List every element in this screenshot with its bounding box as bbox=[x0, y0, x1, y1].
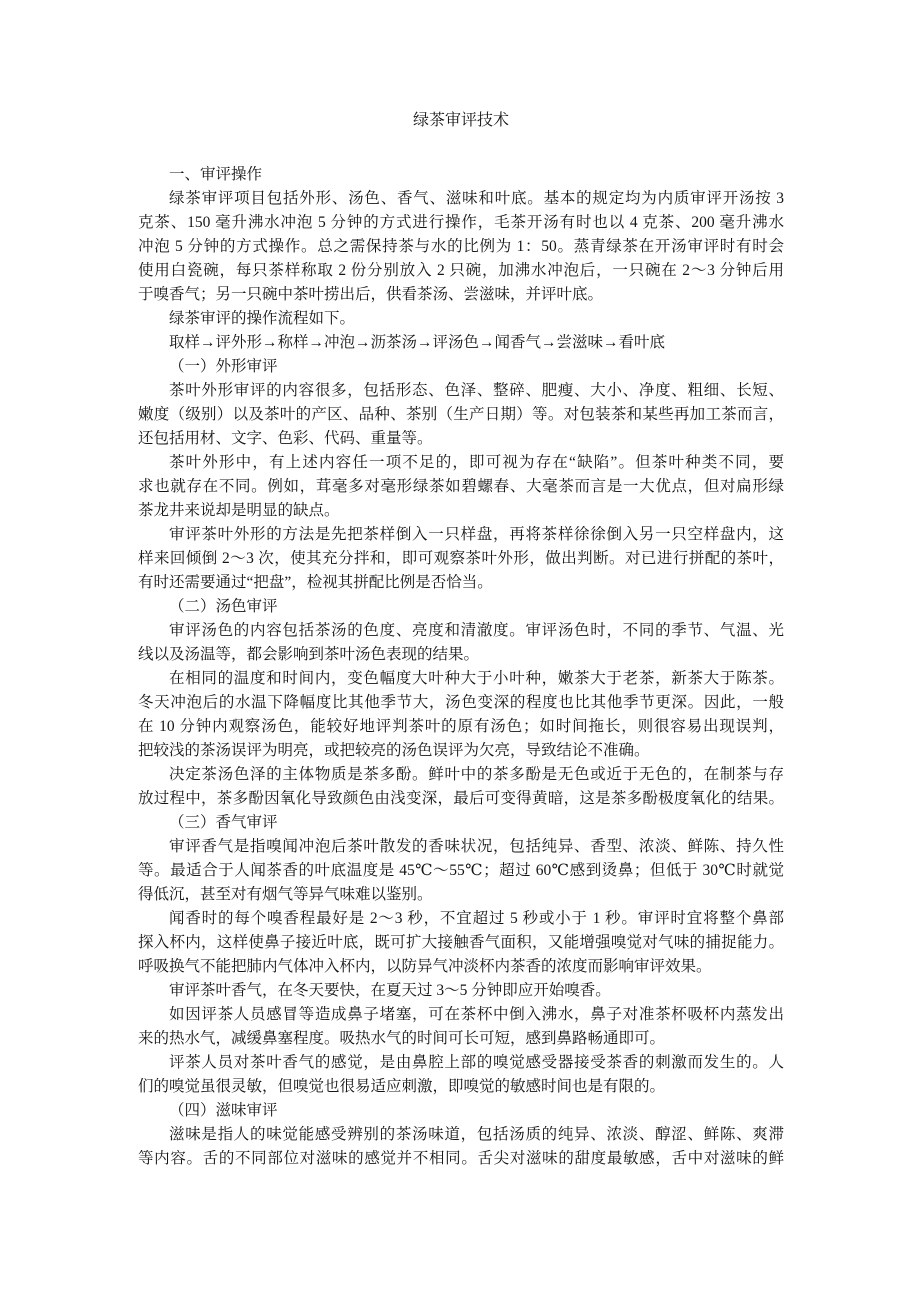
document-title: 绿茶审评技术 bbox=[412, 112, 509, 129]
text-line: 茶叶外形审评的内容很多，包括形态、色泽、整碎、肥瘦、大小、净度、粗细、长短、 bbox=[169, 382, 784, 399]
text-line: 绿茶审评项目包括外形、汤色、香气、滋味和叶底。基本的规定均为内质审评开汤按 3 bbox=[169, 190, 784, 207]
text-line: （一）外形审评 bbox=[169, 358, 278, 375]
text-line: 还包括用材、文字、色彩、代码、重量等。 bbox=[138, 430, 433, 447]
text-line: 审评茶叶香气，在冬天要快，在夏天过 3～5 分钟即应开始嗅香。 bbox=[169, 982, 611, 999]
text-line: 呼吸换气不能把肺内气体冲入杯内，以防异气冲淡杯内茶香的浓度而影响审评效果。 bbox=[138, 958, 712, 975]
text-line: 审评汤色的内容包括茶汤的色度、亮度和清澈度。审评汤色时，不同的季节、气温、光 bbox=[169, 622, 784, 639]
text-line: 茶龙井来说却是明显的缺点。 bbox=[138, 502, 340, 519]
text-line: 探入杯内，这样使鼻子接近叶底，既可扩大接触香气面积，又能增强嗅觉对气味的捕捉能力。 bbox=[138, 934, 784, 951]
text-line: 线以及汤温等，都会影响到茶叶汤色表现的结果。 bbox=[138, 646, 480, 663]
text-line: 使用白瓷碗，每只茶样称取 2 份分别放入 2 只碗，加沸水冲泡后，一只碗在 2～3 分钟后用 bbox=[138, 262, 784, 279]
text-line: 放过程中，茶多酚因氧化导致颜色由浅变深，最后可变得黄暗，这是茶多酚极度氧化的结果。 bbox=[138, 790, 784, 807]
text-line: 冲泡 5 分钟的方式操作。总之需保持茶与水的比例为 1：50。蒸青绿茶在开汤审评时有时会 bbox=[138, 238, 784, 255]
text-line: 等内容。舌的不同部位对滋味的感觉并不相同。舌尖对滋味的甜度最敏感，舌中对滋味的鲜 bbox=[138, 1150, 784, 1167]
text-line: 茶叶外形中，有上述内容任一项不足的，即可视为存在“缺陷”。但茶叶种类不同，要 bbox=[169, 454, 784, 471]
text-line: 于嗅香气；另一只碗中茶叶捞出后，供看茶汤、尝滋味，并评叶底。 bbox=[138, 286, 604, 303]
text-line: 如因评茶人员感冒等造成鼻子堵塞，可在茶杯中倒入沸水，鼻子对准茶杯吸杯内蒸发出 bbox=[169, 1006, 784, 1023]
text-line: 闻香时的每个嗅香程最好是 2～3 秒，不宜超过 5 秒或小于 1 秒。审评时宜将整个鼻部 bbox=[169, 910, 784, 927]
text-line: 滋味是指人的味觉能感受辨别的茶汤味道，包括汤质的纯异、浓淡、醇涩、鲜陈、爽滞 bbox=[169, 1126, 784, 1143]
text-line: 求也就存在不同。例如，茸毫多对毫形绿茶如碧螺春、大毫茶而言是一大优点，但对扁形绿 bbox=[138, 478, 784, 495]
text-line: 冬天冲泡后的水温下降幅度比其他季节大，汤色变深的程度也比其他季节更深。因此，一般 bbox=[138, 694, 784, 711]
text-line: 决定茶汤色泽的主体物质是茶多酚。鲜叶中的茶多酚是无色或近于无色的，在制茶与存 bbox=[169, 766, 784, 783]
text-line: 审评茶叶外形的方法是先把茶样倒入一只样盘，再将茶样徐徐倒入另一只空样盘内，这 bbox=[169, 526, 784, 543]
text-line: （四）滋味审评 bbox=[169, 1102, 278, 1119]
text-line: 克茶、150 毫升沸水冲泡 5 分钟的方式进行操作，毛茶开汤有时也以 4 克茶、200 毫升沸水 bbox=[138, 214, 784, 231]
text-line: 们的嗅觉虽很灵敏，但嗅觉也很易适应刺激，即嗅觉的敏感时间也是有限的。 bbox=[138, 1078, 666, 1095]
text-line: 绿茶审评的操作流程如下。 bbox=[169, 310, 356, 327]
text-line: （二）汤色审评 bbox=[169, 598, 278, 615]
text-line: 在 10 分钟内观察汤色，能较好地评判茶叶的原有汤色；如时间拖长，则很容易出现误判， bbox=[138, 718, 784, 735]
text-line: 取样→评外形→称样→冲泡→沥茶汤→评汤色→闻香气→尝滋味→看叶底 bbox=[169, 334, 666, 351]
document-body bbox=[138, 163, 784, 1171]
text-line: 评茶人员对茶叶香气的感觉，是由鼻腔上部的嗅觉感受器接受茶香的刺激而发生的。人 bbox=[169, 1054, 784, 1071]
text-line: 有时还需要通过“把盘”，检视其拼配比例是否恰当。 bbox=[138, 574, 493, 591]
text-line: 样来回倾倒 2～3 次，使其充分拌和，即可观察茶叶外形，做出判断。对已进行拼配的茶叶， bbox=[138, 550, 784, 567]
text-line: 一、审评操作 bbox=[169, 166, 263, 183]
text-line: 得低沉，甚至对有烟气等异气味难以鉴别。 bbox=[138, 886, 433, 903]
text-line: 等。最适合于人闻茶香的叶底温度是 45℃～55℃；超过 60℃感到烫鼻；但低于 30℃时就觉 bbox=[138, 862, 784, 879]
text-line: （三）香气审评 bbox=[169, 814, 278, 831]
text-line: 嫩度（级别）以及茶叶的产区、品种、茶别（生产日期）等。对包装茶和某些再加工茶而言， bbox=[138, 406, 784, 423]
text-line: 把较浅的茶汤误评为明亮，或把较亮的汤色误评为欠亮，导致结论不准确。 bbox=[138, 742, 650, 759]
text-line: 审评香气是指嗅闻冲泡后茶叶散发的香味状况，包括纯异、香型、浓淡、鲜陈、持久性 bbox=[169, 838, 784, 855]
text-line: 在相同的温度和时间内，变色幅度大叶种大于小叶种，嫩茶大于老茶，新茶大于陈茶。 bbox=[169, 670, 784, 687]
text-line: 来的热水气，减缓鼻塞程度。吸热水气的时间可长可短，感到鼻路畅通即可。 bbox=[138, 1030, 666, 1047]
